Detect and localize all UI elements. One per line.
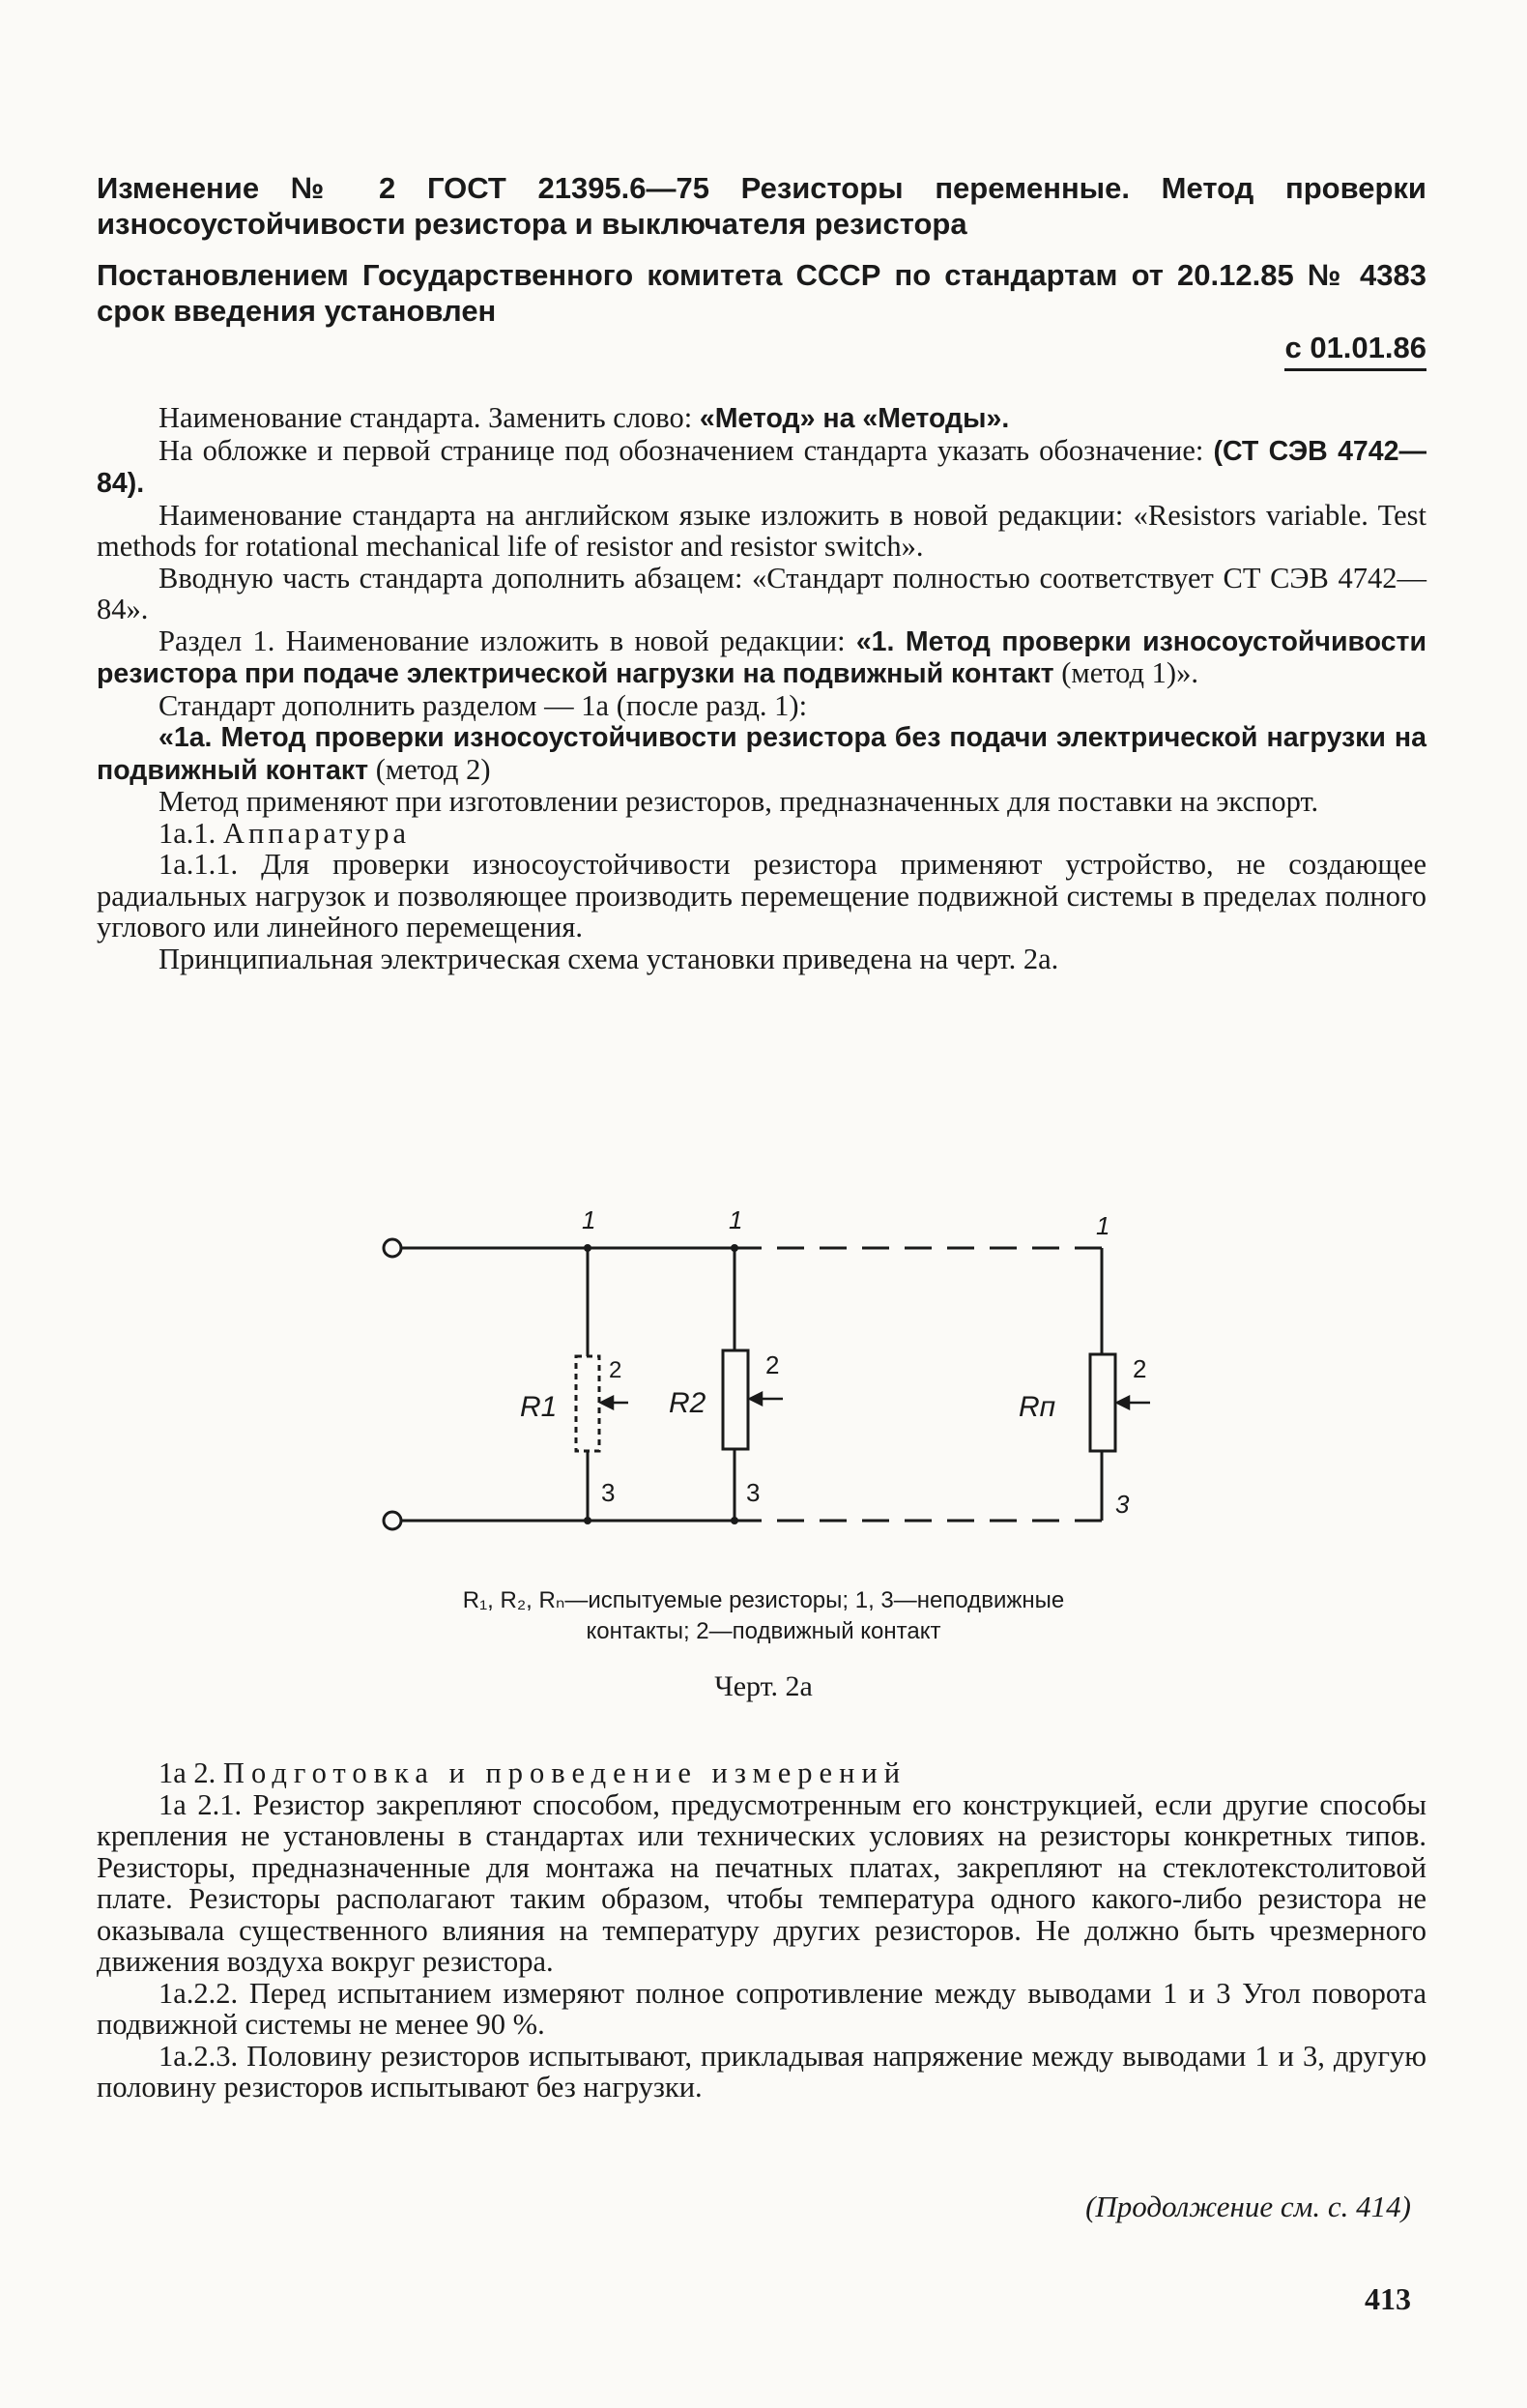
section-heading-1a2: 1а 2. Подготовка и проведение измерений <box>158 1756 908 1789</box>
label-fixed-3: 1 <box>1096 1211 1110 1240</box>
r1-wiper-arrowhead <box>601 1397 613 1408</box>
paragraph: Раздел 1. Наименование изложить в новой редакции: «1. Метод проверки износоустойчивости резистора при подаче электрической нагрузки на подвижный контакт (метод 1)». <box>97 624 1426 689</box>
figure-title: Черт. 2а <box>714 1670 813 1702</box>
paragraph: Вводную часть стандарта дополнить абзацем: «Стандарт полностью соответствует СТ СЭВ 4742—84». <box>97 561 1426 625</box>
paragraph: Стандарт дополнить разделом — 1а (после разд. 1): <box>158 688 808 722</box>
label-bottom-3: 3 <box>1115 1490 1130 1519</box>
body-text-2 <box>97 1757 1426 2103</box>
paragraph: Принципиальная электрическая схема установки приведена на черт. 2а. <box>158 942 1059 975</box>
paragraph: 1а.1.1. Для проверки износоустойчивости резистора применяют устройство, не создающее радиальных нагрузок и позволяющее производить перемещение подвижной системы в пределах полного углового или линейного перемещения. <box>97 848 1426 943</box>
label-fixed-1: 1 <box>582 1205 596 1234</box>
effective-date: с 01.01.86 <box>97 331 1426 365</box>
caption-line: контакты; 2—подвижный контакт <box>586 1618 941 1644</box>
paragraph: 1а.2.2. Перед испытанием измеряют полное сопротивление между выводами 1 и 3 Угол поворота подвижной системы не менее 90 %. <box>97 1976 1426 2041</box>
decree-text: Постановлением Государственного комитета СССР по стандартам от 20.12.85 № 4383 срок введения установлен <box>97 258 1426 328</box>
continuation-note: (Продолжение см. с. 414) <box>1085 2190 1411 2223</box>
junction-dot <box>584 1517 591 1524</box>
terminal-top <box>384 1239 401 1257</box>
junction-dot <box>731 1517 738 1524</box>
label-rn: Rп <box>1019 1391 1056 1423</box>
paragraph: Метод применяют при изготовлении резисторов, предназначенных для поставки на экспорт. <box>158 785 1319 818</box>
terminal-bottom <box>384 1512 401 1529</box>
rn-body <box>1090 1354 1115 1451</box>
r1-body <box>576 1356 599 1451</box>
page-number: 413 <box>1365 2281 1411 2316</box>
r2-body <box>723 1350 748 1449</box>
paragraph: 1а.2.3. Половину резисторов испытывают, прикладывая напряжение между выводами 1 и 3, другую половину резисторов испытывают без нагрузки. <box>97 2039 1426 2103</box>
junction-dot <box>731 1244 738 1252</box>
paragraph: 1а 2.1. Резистор закрепляют способом, предусмотренным его конструкцией, если другие способы крепления не установлены в стандартах или технических условиях на резисторы конкретных типов. Резисторы, предназначенные для монтажа на печатных платах, закрепляют на стеклотекстолитовой плате. Резисторы располагают таким образом, чтобы температура одного какого-либо резистора не оказывала существенного влияния на температуру других резисторов. Не должно быть чрезмерного движения воздуха вокруг резистора. <box>97 1787 1426 1978</box>
figure-caption <box>290 1585 1237 1703</box>
label-wiper-r2: 2 <box>765 1350 780 1379</box>
r2-wiper-arrowhead <box>750 1393 762 1405</box>
label-r2: R2 <box>669 1387 706 1419</box>
junction-dot <box>584 1244 591 1252</box>
label-wiper-r1: 2 <box>609 1357 622 1383</box>
paragraph: На обложке и первой странице под обозначением стандарта указать обозначение: (СТ СЭВ 4742—84). <box>97 433 1426 499</box>
body-text <box>97 402 1426 974</box>
title-block <box>97 170 1426 365</box>
label-fixed-2: 1 <box>729 1205 743 1234</box>
circuit-diagram <box>329 1184 1198 1552</box>
paragraph: «1а. Метод проверки износоустойчивости резистора без подачи электрической нагрузки на подвижный контакт (метод 2) <box>97 722 1426 786</box>
amendment-title: Изменение № 2 ГОСТ 21395.6—75 Резисторы переменные. Метод проверки износоустойчивости резистора и выключателя резистора <box>97 171 1426 241</box>
rn-wiper-arrowhead <box>1117 1397 1129 1408</box>
section-heading-1a1: 1а.1. Аппаратура <box>158 816 411 850</box>
label-bottom-2: 3 <box>746 1478 761 1507</box>
label-bottom-1: 3 <box>601 1478 616 1507</box>
label-r1: R1 <box>520 1391 558 1423</box>
paragraph: Наименование стандарта. Заменить слово: «Метод» на «Методы». <box>158 401 1010 434</box>
label-wiper-rn: 2 <box>1133 1354 1147 1383</box>
paragraph: Наименование стандарта на английском языке изложить в новой редакции: «Resistors variable. Test methods for rotational mechanical life of resistor and resistor switch». <box>97 498 1426 563</box>
caption-line: R₁, R₂, Rₙ—испытуемые резисторы; 1, 3—неподвижные <box>462 1587 1065 1613</box>
